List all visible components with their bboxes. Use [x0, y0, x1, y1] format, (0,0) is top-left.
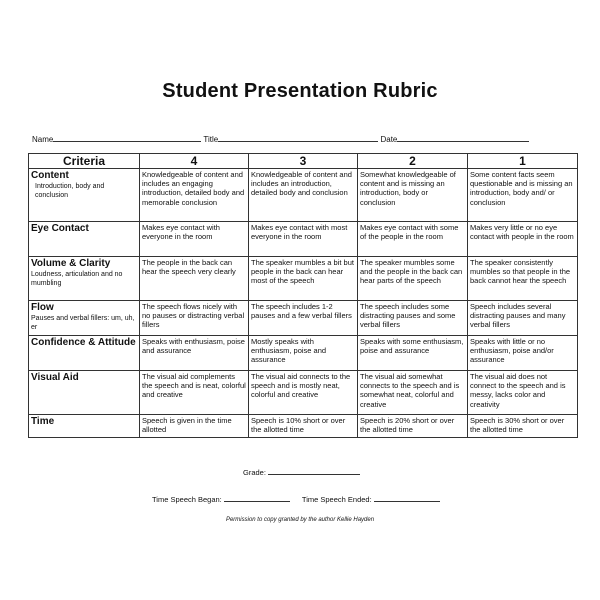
- score-cell: The speech flows nicely with no pauses or distracting verbal fillers: [140, 301, 249, 336]
- score-cell: Makes eye contact with everyone in the room: [140, 222, 249, 257]
- table-row: [29, 257, 578, 301]
- criterion-cell: [29, 336, 140, 371]
- criterion-name: Eye Contact: [31, 223, 89, 234]
- criterion-name: Volume & Clarity: [31, 258, 111, 269]
- score-cell: The speech includes some distracting pauses and some verbal fillers: [358, 301, 468, 336]
- score-cell: Speech is given in the time allotted: [140, 415, 249, 438]
- header-score-1: 1: [468, 154, 578, 169]
- grade-label: Grade:: [243, 468, 266, 477]
- name-blank: [53, 134, 201, 142]
- score-cell: The visual aid connects to the speech and is mostly neat, colorful and creative: [249, 371, 358, 415]
- score-cell: The speaker consistently mumbles so that people in the back cannot hear the speech: [468, 257, 578, 301]
- score-cell: Speaks with some enthusiasm, poise and assurance: [358, 336, 468, 371]
- score-cell: Makes very little or no eye contact with people in the room: [468, 222, 578, 257]
- score-cell: Speech is 20% short or over the allotted time: [358, 415, 468, 438]
- criterion-name: Confidence & Attitude: [31, 337, 136, 348]
- table-row: [29, 415, 578, 438]
- score-cell: Knowledgeable of content and includes an engaging introduction, detailed body and memorable conclusion: [140, 169, 249, 222]
- grade-blank: [268, 467, 360, 475]
- time-ended-blank: [374, 494, 440, 502]
- permission-note: Permission to copy granted by the author Kellie Hayden: [225, 517, 375, 523]
- header-criteria: Criteria: [29, 154, 140, 169]
- time-began-label: Time Speech Began:: [152, 495, 222, 504]
- score-cell: Makes eye contact with some of the people in the room: [358, 222, 468, 257]
- score-cell: The speaker mumbles some and the people in the back can hear parts of the speech: [358, 257, 468, 301]
- criterion-subtext: Introduction, body and conclusion: [35, 183, 105, 199]
- title-label: Title: [203, 135, 219, 144]
- criterion-name: Flow: [31, 302, 54, 313]
- date-blank: [397, 134, 529, 142]
- score-cell: Speaks with enthusiasm, poise and assurance: [140, 336, 249, 371]
- date-label: Date: [380, 135, 398, 144]
- title-blank: [218, 134, 378, 142]
- score-cell: The people in the back can hear the speech very clearly: [140, 257, 249, 301]
- score-cell: Speech includes several distracting pauses and many verbal fillers: [468, 301, 578, 336]
- criterion-name: Time: [31, 416, 55, 427]
- criterion-cell: [29, 169, 140, 222]
- header-score-2: 2: [358, 154, 468, 169]
- header-score-4: 4: [140, 154, 249, 169]
- criterion-name: Content: [31, 170, 69, 181]
- score-cell: Some content facts seem questionable and is missing an introduction, body and/ or conclusion: [468, 169, 578, 222]
- name-label: Name: [32, 135, 54, 144]
- table-row: [29, 169, 578, 222]
- time-ended-label: Time Speech Ended:: [301, 495, 372, 504]
- score-cell: Speech is 10% short or over the allotted time: [249, 415, 358, 438]
- page-title: Student Presentation Rubric: [162, 80, 438, 102]
- grade-row: [243, 467, 360, 477]
- time-began-blank: [224, 494, 290, 502]
- criterion-cell: [29, 415, 140, 438]
- criterion-cell: [29, 371, 140, 415]
- score-cell: Somewhat knowledgeable of content and is missing an introduction, body or conclusion: [358, 169, 468, 222]
- criterion-cell: [29, 257, 140, 301]
- score-cell: Knowledgeable of content and includes an introduction, detailed body and conclusion: [249, 169, 358, 222]
- score-cell: Speech is 30% short or over the allotted time: [468, 415, 578, 438]
- criterion-cell: [29, 222, 140, 257]
- table-row: [29, 371, 578, 415]
- rubric-table: [28, 153, 578, 438]
- header-score-3: 3: [249, 154, 358, 169]
- table-row: [29, 336, 578, 371]
- criterion-subtext: Loudness, articulation and no mumbling: [31, 271, 123, 287]
- score-cell: Speaks with little or no enthusiasm, poise and/or assurance: [468, 336, 578, 371]
- score-cell: Mostly speaks with enthusiasm, poise and assurance: [249, 336, 358, 371]
- score-cell: The visual aid complements the speech and is neat, colorful and creative: [140, 371, 249, 415]
- header-row: [29, 154, 578, 169]
- score-cell: Makes eye contact with most everyone in the room: [249, 222, 358, 257]
- score-cell: The visual aid does not connect to the speech and is messy, lacks color and creativity: [468, 371, 578, 415]
- table-row: [29, 301, 578, 336]
- table-row: [29, 222, 578, 257]
- score-cell: The speech includes 1-2 pauses and a few verbal fillers: [249, 301, 358, 336]
- score-cell: The visual aid somewhat connects to the speech and is somewhat neat, colorful and creative: [358, 371, 468, 415]
- time-row: [152, 494, 440, 504]
- criterion-name: Visual Aid: [31, 372, 79, 383]
- info-row: [32, 134, 529, 144]
- score-cell: The speaker mumbles a bit but people in the back can hear most of the speech: [249, 257, 358, 301]
- criterion-subtext: Pauses and verbal fillers: um, uh, er: [31, 315, 135, 331]
- criterion-cell: [29, 301, 140, 336]
